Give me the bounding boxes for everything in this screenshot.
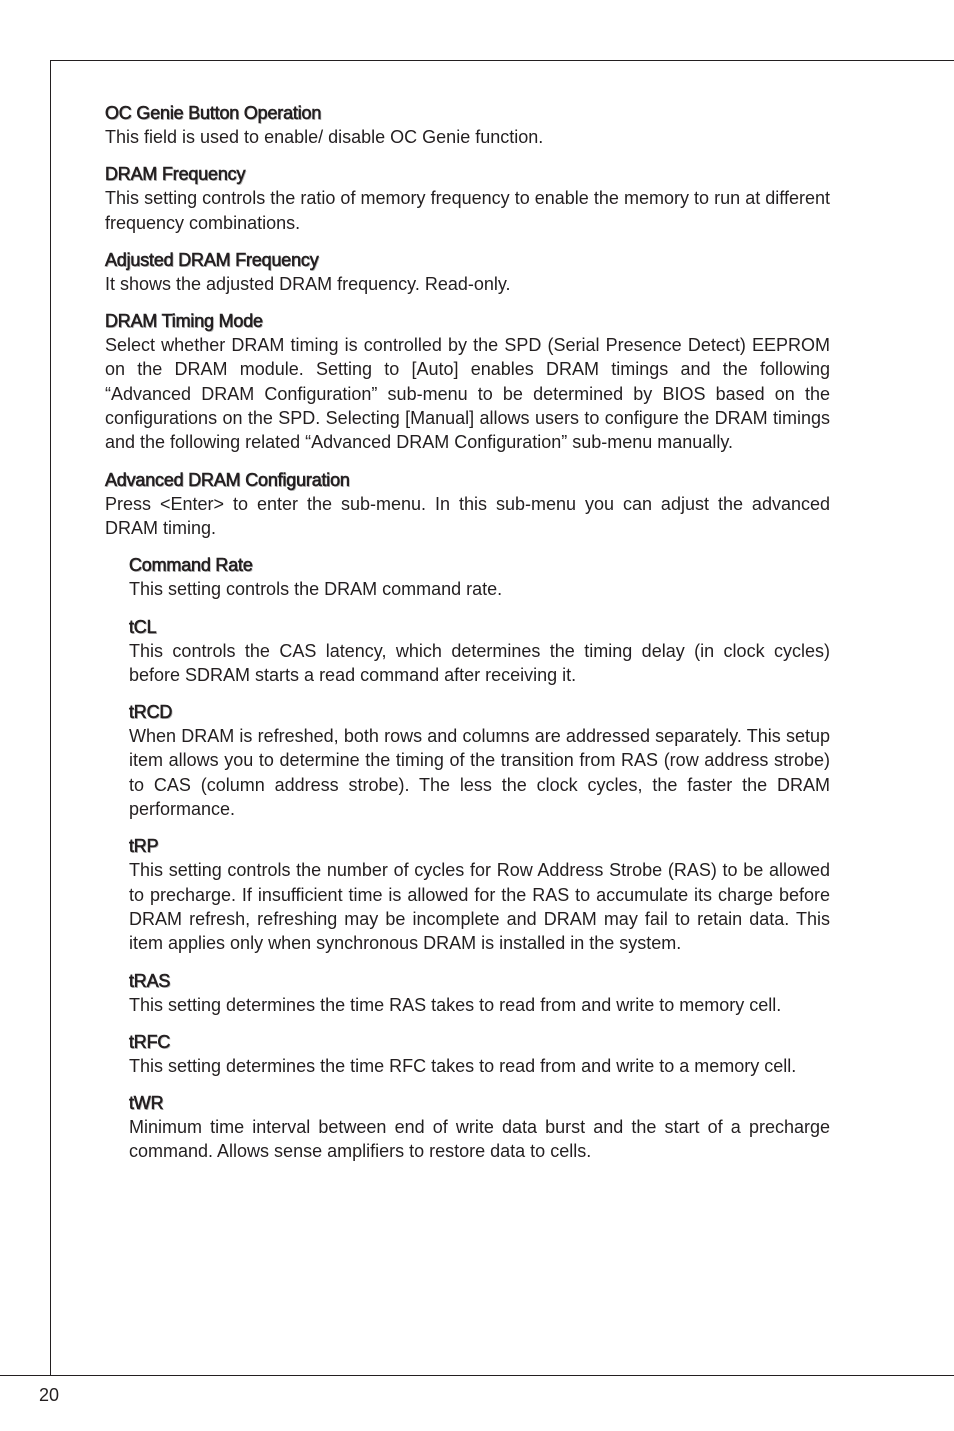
subsection-title: tRAS (129, 970, 171, 991)
subsection-trcd (129, 700, 830, 821)
subsection-title: tWR (129, 1093, 164, 1114)
subsection-title: tRP (129, 836, 159, 857)
section-description: This field is used to enable/ disable OC Genie function. (105, 127, 544, 147)
subsection-trfc (129, 1030, 830, 1078)
subsection-twr (129, 1091, 830, 1164)
page-frame-bottom-rule (0, 1375, 954, 1376)
subsection-description: When DRAM is refreshed, both rows and columns are addressed separately. This setup item allows you to determine the timing of the transition from RAS (row address strobe) to CAS (column address strobe). The less the clock cycles, the faster the DRAM performance. (129, 726, 830, 820)
subsection-title: tRCD (129, 702, 173, 723)
section-title: Adjusted DRAM Frequency (105, 249, 319, 270)
section-dram-frequency (105, 162, 830, 235)
section-description: It shows the adjusted DRAM frequency. Read-only. (105, 273, 511, 294)
section-oc-genie-button-operation (105, 101, 830, 149)
section-title: Advanced DRAM Configuration (105, 469, 350, 490)
manual-content (105, 101, 830, 1177)
section-title: DRAM Timing Mode (105, 311, 263, 332)
subsection-description: This setting controls the DRAM command rate. (129, 579, 503, 600)
subsection-title: tRFC (129, 1031, 171, 1052)
subsection-tras (129, 969, 830, 1017)
subsection-description: This setting determines the time RAS takes to read from and write to memory cell. (129, 994, 782, 1015)
subsection-tcl (129, 615, 830, 688)
subsection-description: This setting determines the time RFC takes to read from and write to a memory cell. (129, 1055, 797, 1076)
section-description: Select whether DRAM timing is controlled by the SPD (Serial Presence Detect) EEPROM on the DRAM module. Setting to [Auto] enables DRAM timings and the following “Advanced DRAM Configuration” sub-menu to be determined by BIOS based on the configurations on the SPD. Selecting [Manual] allows users to configure the DRAM timings and the following related “Advanced DRAM Configuration” sub-menu manually. (105, 335, 830, 453)
subsection-title: Command Rate (129, 555, 253, 576)
subsection-description: This controls the CAS latency, which determines the timing delay (in clock cycles) before SDRAM starts a read command after receiving it. (129, 640, 830, 685)
page-number: 20 (39, 1385, 60, 1405)
subsection-description: Minimum time interval between end of write data burst and the start of a precharge command. Allows sense amplifiers to restore data to cells. (129, 1117, 830, 1162)
page-frame-top-rule (50, 60, 954, 61)
subsection-command-rate (129, 553, 830, 601)
section-title: OC Genie Button Operation (105, 103, 322, 123)
section-title: DRAM Frequency (105, 164, 246, 185)
section-advanced-dram-configuration (105, 468, 830, 541)
subsection-title: tCL (129, 616, 157, 637)
subsection-description: This setting controls the number of cycles for Row Address Strobe (RAS) to be allowed to precharge. If insufficient time is allowed for the RAS to accumulate its charge before DRAM refresh, refreshing may be incomplete and DRAM may fail to retain data. This item applies only when synchronous DRAM is installed in the system. (129, 860, 830, 954)
page-frame-left-rule (50, 60, 51, 1376)
section-dram-timing-mode (105, 309, 830, 454)
section-description: This setting controls the ratio of memory frequency to enable the memory to run at different frequency combinations. (105, 188, 830, 233)
section-description: Press <Enter> to enter the sub-menu. In this sub-menu you can adjust the advanced DRAM timing. (105, 493, 830, 538)
subsection-trp (129, 834, 830, 955)
section-adjusted-dram-frequency (105, 248, 830, 296)
